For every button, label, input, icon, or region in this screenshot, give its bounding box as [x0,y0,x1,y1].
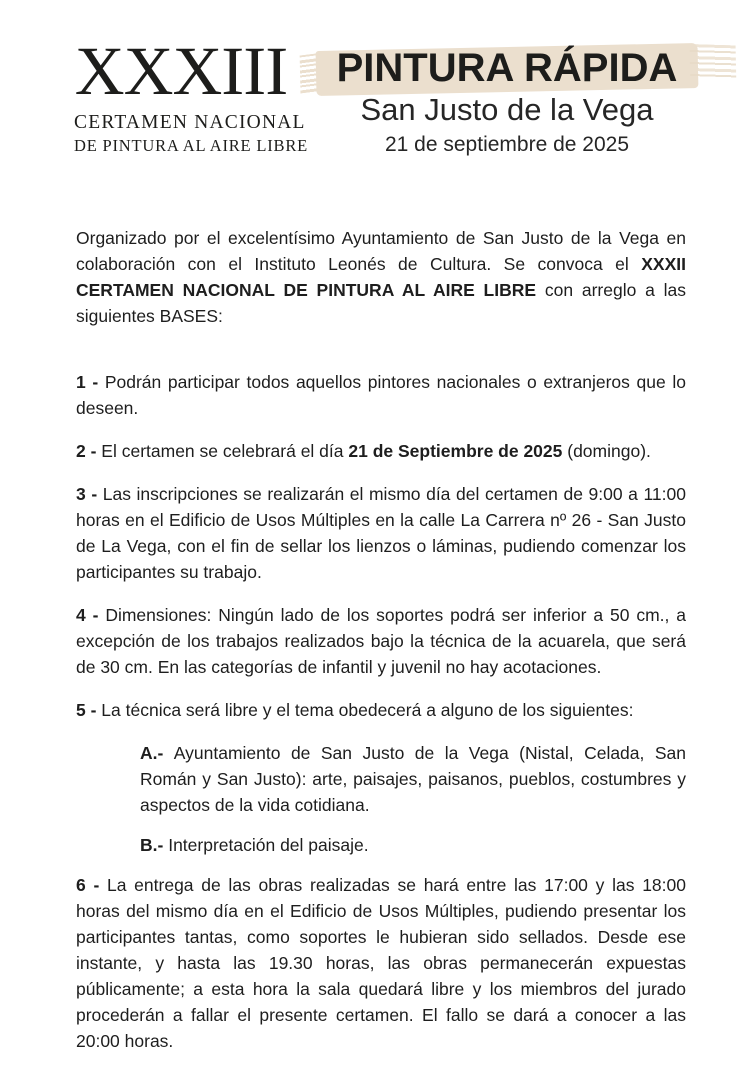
event-location: San Justo de la Vega [360,92,654,127]
base-clause: 5 - La técnica será libre y el tema obedecerá a alguno de los siguientes: [76,700,634,721]
event-date: 21 de septiembre de 2025 [384,133,629,157]
intro-paragraph: Organizado por el excelentísimo Ayuntamiento de San Justo de la Vega en colaboración con el Instituto Leonés de Cultura. Se convoca el XXXII CERTAMEN NACIONAL DE PINTURA AL AIRE LIBRE con arreglo a las siguientes BASES: [76,228,686,327]
contest-logo [74,33,309,156]
base-clause: 1 - Podrán participar todos aquellos pintores nacionales o extranjeros que lo deseen. [76,372,686,419]
base-clause: 6 - La entrega de las obras realizadas se hará entre las 17:00 y las 18:00 horas del mismo día en el Edificio de Usos Múltiples, pudiendo presentar los participantes tantas, como soportes le hubieran sido sellados. Desde ese instante, y hasta las 19.30 horas, las obras permanecerán expuestas públicamente; a esta hora la sala quedará libre y los miembros del jurado procederán a fallar el presente certamen. El fallo se dará a conocer a las 20:00 horas. [76,875,686,1052]
logo-contest-name-line1: CERTAMEN NACIONAL [74,112,306,134]
sub-clause: B.- Interpretación del paisaje. [140,835,369,856]
title-wrap [327,46,688,90]
logo-contest-name-line2: DE PINTURA AL AIRE LIBRE [74,136,309,156]
sub-clause: A.- Ayuntamiento de San Justo de la Vega (Nistal, Celada, San Román y San Justo): arte, paisajes, paisanos, pueblos, costumbres y aspectos de la vida cotidiana. [140,743,686,816]
header [0,0,744,157]
logo-edition-numeral: XXXIII [74,33,288,109]
base-clause: 4 - Dimensiones: Ningún lado de los soportes podrá ser inferior a 50 cm., a excepción de los trabajos realizados bajo la técnica de la acuarela, que será de 30 cm. En las categorías de infantil y juvenil no hay acotaciones. [76,605,686,678]
document-body [76,225,686,1054]
event-title: PINTURA RÁPIDA [336,46,678,90]
base-clause: 2 - El certamen se celebrará el día 21 de Septiembre de 2025 (domingo). [76,441,651,462]
title-block [288,40,726,157]
base-clause: 3 - Las inscripciones se realizarán el mismo día del certamen de 9:00 a 11:00 horas en el Edificio de Usos Múltiples en la calle La Carrera nº 26 - San Justo de La Vega, con el fin de sellar los lienzos o láminas, pudiendo comenzar los participantes su trabajo. [76,484,686,583]
